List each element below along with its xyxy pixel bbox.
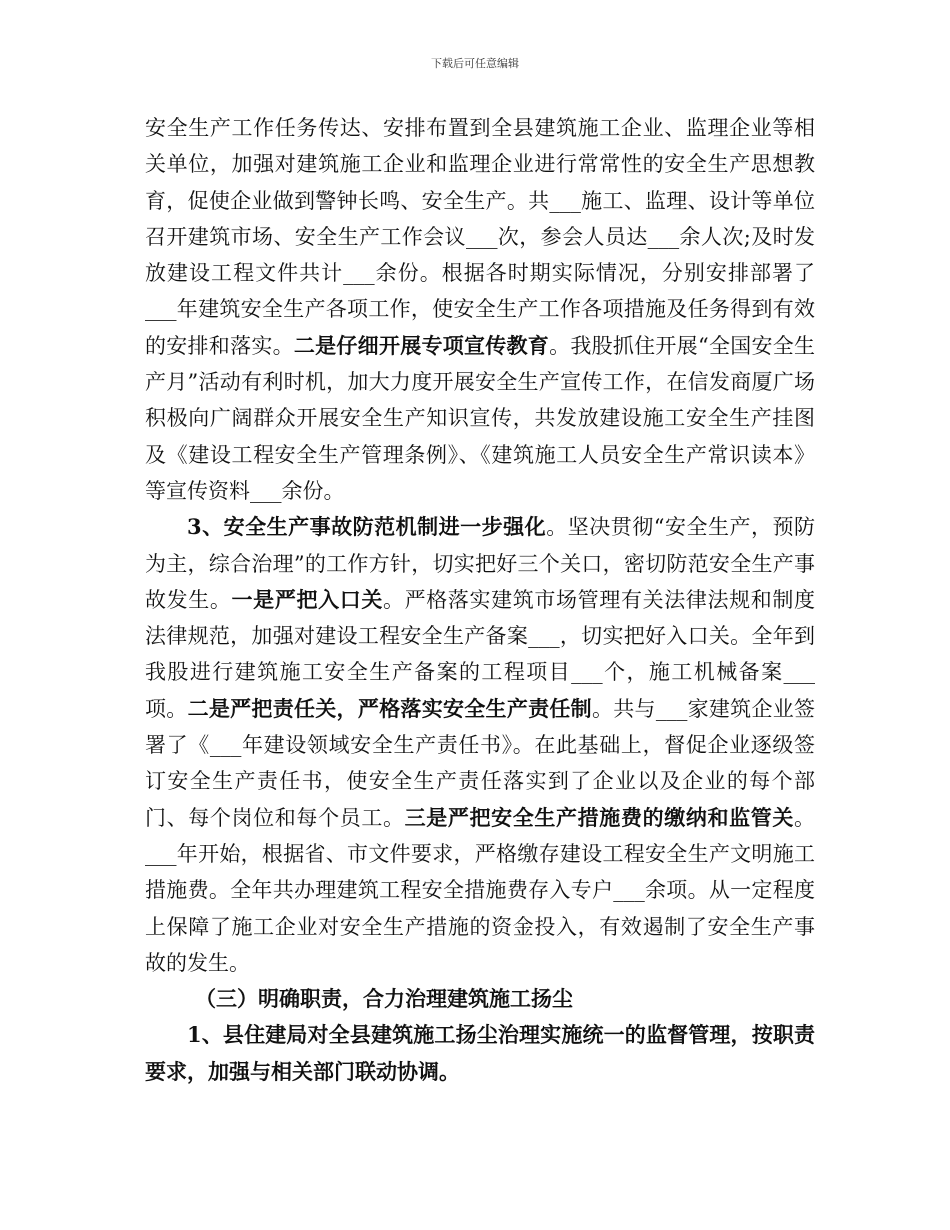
- paragraph: [145, 509, 815, 981]
- body-text: 安全生产工作任务传达、安排布置到全县建筑施工企业、监理企业等相关单位，加强对建筑施工企业和监理企业进行常常性的安全生产思想教育，促使企业做到警钟长鸣、安全生产。共___施工、监理、设计等单位召开建筑市场、安全生产工作会议___次，参会人员达___余人次;及时发放建设工程文件共计___余份。根据各时期实际情况，分别安排部署了___年建筑安全生产各项工作，使安全生产工作各项措施及任务得到有效的安排和落实。: [145, 116, 815, 358]
- paragraph: [145, 110, 815, 509]
- bold-paragraph: 1、县住建局对全县建筑施工扬尘治理实施统一的监督管理，按职责要求，加强与相关部门联动协调。: [145, 1022, 815, 1084]
- bold-phrase: 三是严把安全生产措施费的缴纳和监管关: [404, 804, 795, 830]
- body-text: 。坚决贯彻“安全生产，预防为主，综合治理”的工作方针，切实把好三个关口，密切防范安全生产事故发生。: [145, 515, 815, 612]
- bold-phrase: 3、安全生产事故防范机制进一步强化: [187, 514, 547, 540]
- bold-phrase: 一是严把入口关: [231, 586, 383, 612]
- body-text: 。严格落实建筑市场管理有关法律法规和制度法律规范，加强对建设工程安全生产备案___，切实把好入口关。全年到我股进行建筑施工安全生产备案的工程项目___个，施工机械备案___项。: [145, 587, 816, 721]
- body-text: 。我股抓住开展“全国安全生产月”活动有利时机，加大力度开展安全生产宣传工作，在信发商厦广场积极向广阔群众开展安全生产知识宣传，共发放建设施工安全生产挂图及《建设工程安全生产管理条例》、《建筑施工人员安全生产常识读本》等宣传资料___余份。: [145, 333, 816, 503]
- bold-phrase: 二是严把责任关，严格落实安全生产责任制: [187, 695, 592, 721]
- document-body: [145, 110, 815, 1090]
- body-text: 。___年开始，根据省、市文件要求，严格缴存建设工程安全生产文明施工措施费。全年共办理建筑工程安全措施费存入专户___余项。从一定程度上保障了施工企业对安全生产措施的资金投入，有效遏制了安全生产事故的发生。: [145, 805, 816, 975]
- section-heading: （三）明确职责，合力治理建筑施工扬尘: [195, 986, 573, 1012]
- page-header: 下载后可任意编辑: [431, 57, 519, 70]
- bold-phrase: 二是仔细开展专项宣传教育: [293, 332, 550, 358]
- body-text: 。共与___家建筑企业签署了《___年建设领域安全生产责任书》。在此基础上，督促企业逐级签订安全生产责任书，使安全生产责任落实到了企业以及企业的每个部门、每个岗位和每个员工。: [145, 696, 816, 830]
